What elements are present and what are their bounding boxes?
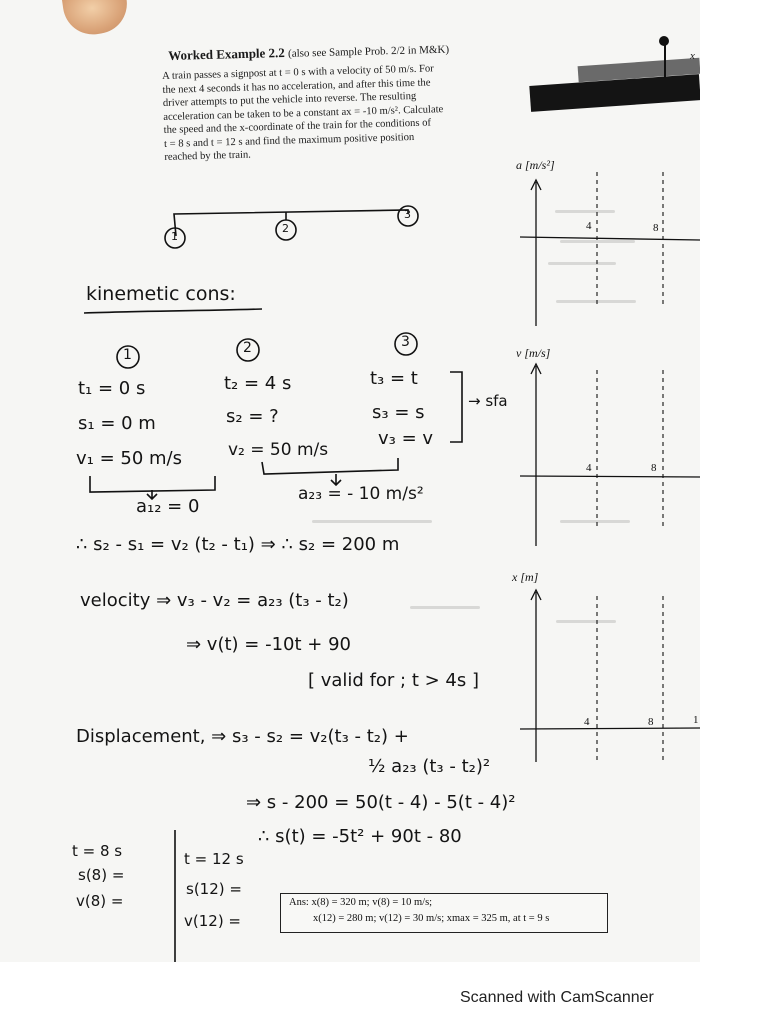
velocity-valid-range: [ valid for ; t > 4s ]	[308, 670, 479, 691]
tree-branch	[174, 210, 408, 236]
eval-v12: v(12) =	[184, 912, 242, 930]
bracket-note: → sfa	[468, 392, 508, 410]
position-x-axis	[520, 728, 700, 729]
scanner-watermark: Scanned with CamScanner	[460, 989, 654, 1006]
col2-v: v₂ = 50 m/s	[228, 440, 329, 460]
accel-tick-4: 4	[586, 220, 592, 232]
velocity-step1: velocity ⇒ v₃ - v₂ = a₂₃ (t₃ - t₂)	[80, 590, 349, 611]
col3-v: v₃ = v	[378, 428, 434, 449]
problem-line: the next 4 seconds it has no acceleration, and after this time the	[162, 77, 431, 96]
position-tick-4: 4	[584, 716, 590, 728]
col-number: 3	[401, 334, 410, 350]
displacement-step1: ∴ s₂ - s₁ = v₂ (t₂ - t₁) ⇒ ∴ s₂ = 200 m	[76, 534, 400, 555]
kinematic-heading: kinemetic cons:	[86, 283, 236, 305]
bracket-23	[262, 458, 398, 474]
node-label: 3	[404, 208, 411, 221]
problem-line: acceleration can be taken to be a constant ax = -10 m/s². Calculate	[163, 103, 444, 123]
velocity-x-axis	[520, 476, 700, 477]
eval-s8: s(8) =	[78, 866, 125, 884]
position-tick-8: 8	[648, 716, 654, 728]
displacement-eq4: ∴ s(t) = -5t² + 90t - 80	[258, 826, 462, 847]
answer-box	[280, 893, 608, 933]
velocity-axis-label: v [m/s]	[516, 346, 551, 360]
velocity-tick-4: 4	[586, 462, 592, 474]
problem-title: Worked Example 2.2	[168, 44, 286, 63]
col-number: 1	[123, 347, 132, 363]
problem-subheading: (also see Sample Prob. 2/2 in M&K)	[287, 43, 450, 60]
accel-23: a₂₃ = - 10 m/s²	[298, 484, 424, 504]
problem-line: A train passes a signpost at t = 0 s with a velocity of 50 m/s. For	[162, 63, 434, 82]
problem-line: t = 8 s and t = 12 s and find the maximum positive position	[163, 131, 415, 150]
problem-line: the speed and the x-coordinate of the train for the conditions of	[163, 117, 432, 136]
node-label: 2	[282, 222, 289, 235]
col2-s: s₂ = ?	[226, 406, 279, 427]
eval-s12: s(12) =	[186, 880, 242, 898]
train-axis-label: x	[690, 50, 695, 62]
col1-v: v₁ = 50 m/s	[76, 448, 182, 469]
answer-line-2: x(12) = 280 m; v(12) = 30 m/s; xmax = 325 m, at t = 9 s	[313, 913, 550, 924]
bracket-12	[90, 476, 215, 492]
position-axis-label: x [m]	[512, 570, 539, 584]
col3-t: t₃ = t	[370, 368, 418, 389]
velocity-step2: ⇒ v(t) = -10t + 90	[186, 634, 351, 655]
displacement-eq3: ⇒ s - 200 = 50(t - 4) - 5(t - 4)²	[246, 792, 516, 813]
col-number: 2	[243, 340, 252, 356]
col3-s: s₃ = s	[372, 402, 425, 423]
accel-axis-label: a [m/s²]	[516, 158, 555, 172]
eval-t8: t = 8 s	[72, 842, 123, 860]
col1-t: t₁ = 0 s	[78, 378, 146, 399]
col1-s: s₁ = 0 m	[78, 413, 156, 434]
col2-t: t₂ = 4 s	[224, 373, 292, 394]
displacement-eq2: ½ a₂₃ (t₃ - t₂)²	[368, 756, 491, 777]
accel-x-axis	[520, 237, 700, 240]
answer-line-1: Ans: x(8) = 320 m; v(8) = 10 m/s;	[289, 897, 433, 908]
node-label: 1	[171, 230, 178, 243]
col3-bracket	[450, 372, 462, 442]
displacement-eq1: Displacement, ⇒ s₃ - s₂ = v₂(t₃ - t₂) +	[76, 726, 409, 747]
accel-tick-8: 8	[653, 222, 659, 234]
velocity-tick-8: 8	[651, 462, 657, 474]
heading-underline	[84, 309, 262, 313]
eval-t12: t = 12 s	[184, 850, 244, 868]
problem-line: driver attempts to put the vehicle into reverse. The resulting	[162, 90, 417, 109]
eval-v8: v(8) =	[76, 892, 124, 910]
accel-12: a₁₂ = 0	[136, 496, 200, 517]
problem-line: reached by the train.	[164, 149, 252, 163]
position-tick-cut: 1	[693, 714, 699, 726]
